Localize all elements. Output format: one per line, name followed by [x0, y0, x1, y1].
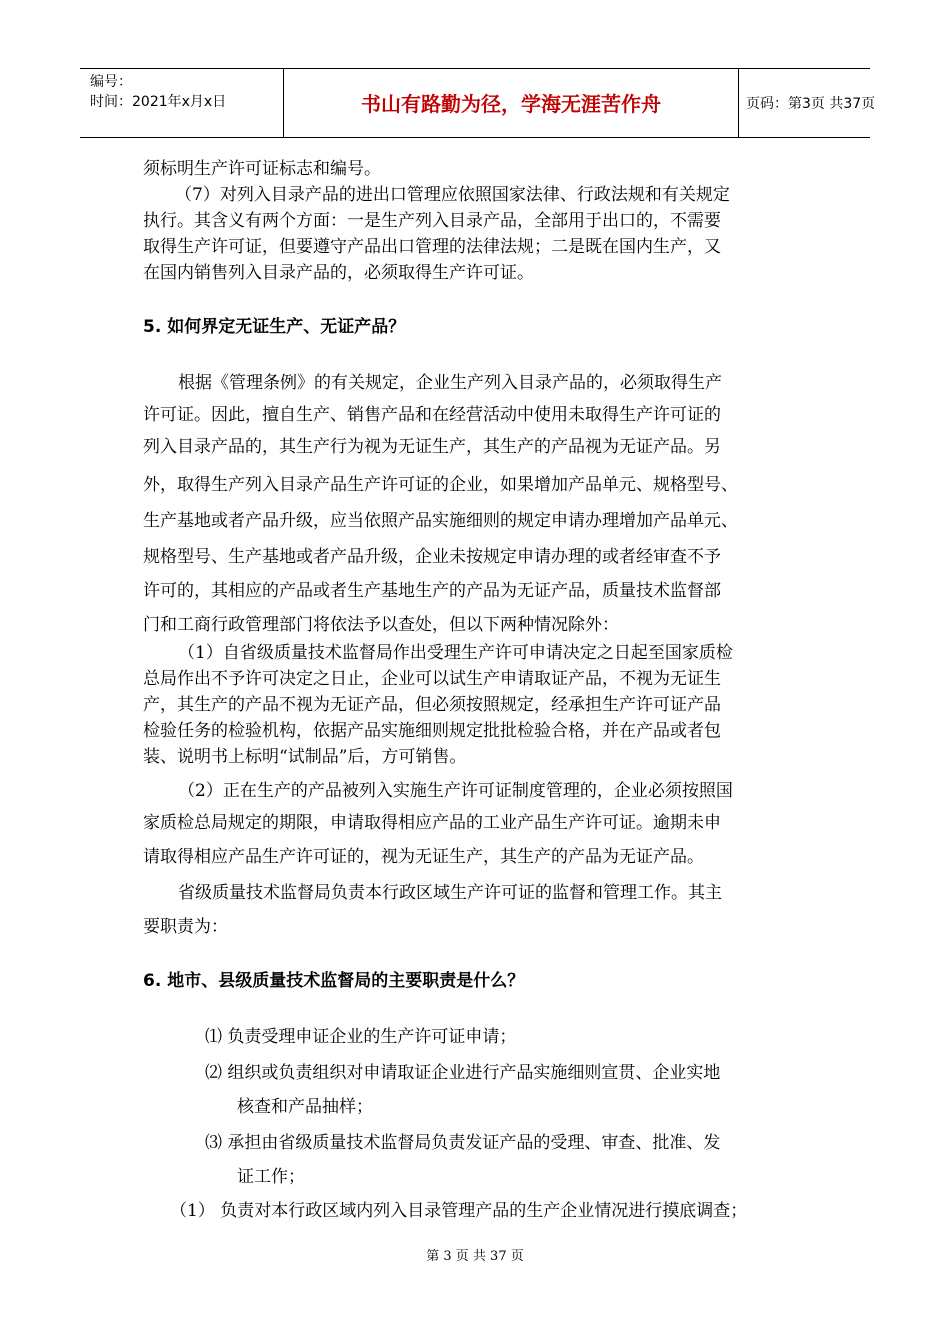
text-line: （7）对列入目录产品的进出口管理应依照国家法律、行政法规和有关规定	[175, 185, 730, 205]
header-info-cell	[80, 69, 283, 137]
list-item: ⑶ 承担由省级质量技术监督局负责发证产品的受理、审查、批准、发	[205, 1133, 721, 1153]
text-line: 装、说明书上标明“试制品”后，方可销售。	[143, 747, 467, 767]
page-code: 页码：第3页 共37页	[746, 96, 876, 112]
list-item: 核查和产品抽样；	[237, 1097, 373, 1117]
header-page-cell	[738, 69, 876, 137]
text-line: 家质检总局规定的期限，申请取得相应产品的工业产品生产许可证。逾期未申	[143, 813, 721, 833]
text-line: 门和工商行政管理部门将依法予以查处，但以下两种情况除外：	[143, 615, 619, 635]
text-line: 检验任务的检验机构，依据产品实施细则规定批批检验合格，并在产品或者包	[143, 721, 721, 741]
text-line: （1）自省级质量技术监督局作出受理生产许可申请决定之日起至国家质检	[178, 643, 733, 663]
motto: 书山有路勤为径，学海无涯苦作舟	[361, 92, 661, 116]
text-line: 省级质量技术监督局负责本行政区域生产许可证的监督和管理工作。其主	[178, 883, 722, 903]
list-item: ⑵ 组织或负责组织对申请取证企业进行产品实施细则宣贯、企业实地	[205, 1063, 721, 1083]
text-line: 根据《管理条例》的有关规定，企业生产列入目录产品的，必须取得生产	[178, 373, 722, 393]
text-line: 在国内销售列入目录产品的，必须取得生产许可证。	[143, 263, 534, 283]
list-item: 证工作；	[237, 1167, 305, 1187]
text-line: 许可证。因此，擅自生产、销售产品和在经营活动中使用未取得生产许可证的	[143, 405, 721, 425]
text-line: 执行。其含义有两个方面：一是生产列入目录产品，全部用于出口的，不需要	[143, 211, 721, 231]
list-item: ⑴ 负责受理申证企业的生产许可证申请；	[205, 1027, 517, 1047]
header-motto-cell	[283, 69, 739, 137]
time-label: 时间：2021年x月x日	[90, 94, 227, 110]
text-line: 总局作出不予许可决定之日止，企业可以试生产申请取证产品，不视为无证生	[143, 669, 721, 689]
page-footer: 第 3 页 共 37 页	[426, 1249, 524, 1264]
section-heading: 5. 如何界定无证生产、无证产品？	[143, 317, 406, 337]
text-line: 要职责为：	[143, 917, 228, 937]
text-line: 规格型号、生产基地或者产品升级，企业未按规定申请办理的或者经审查不予	[143, 547, 721, 567]
list-item: （1） 负责对本行政区域内列入目录管理产品的生产企业情况进行摸底调查；	[170, 1201, 748, 1221]
section-heading: 6. 地市、县级质量技术监督局的主要职责是什么？	[143, 971, 525, 991]
text-line: 须标明生产许可证标志和编号。	[143, 159, 381, 179]
text-line: 列入目录产品的，其生产行为视为无证生产，其生产的产品视为无证产品。另	[143, 437, 721, 457]
text-line: 产，其生产的产品不视为无证产品，但必须按照规定，经承担生产许可证产品	[143, 695, 721, 715]
page-header	[80, 68, 876, 138]
text-line: 取得生产许可证，但要遵守产品出口管理的法律法规；二是既在国内生产，又	[143, 237, 721, 257]
text-line: 外，取得生产列入目录产品生产许可证的企业，如果增加产品单元、规格型号、	[143, 475, 738, 495]
text-line: （2）正在生产的产品被列入实施生产许可证制度管理的，企业必须按照国	[178, 781, 733, 801]
number-label: 编号：	[90, 74, 132, 90]
text-line: 生产基地或者产品升级，应当依照产品实施细则的规定申请办理增加产品单元、	[143, 511, 738, 531]
text-line: 请取得相应产品生产许可证的，视为无证生产，其生产的产品为无证产品。	[143, 847, 704, 867]
text-line: 许可的，其相应的产品或者生产基地生产的产品为无证产品，质量技术监督部	[143, 581, 721, 601]
